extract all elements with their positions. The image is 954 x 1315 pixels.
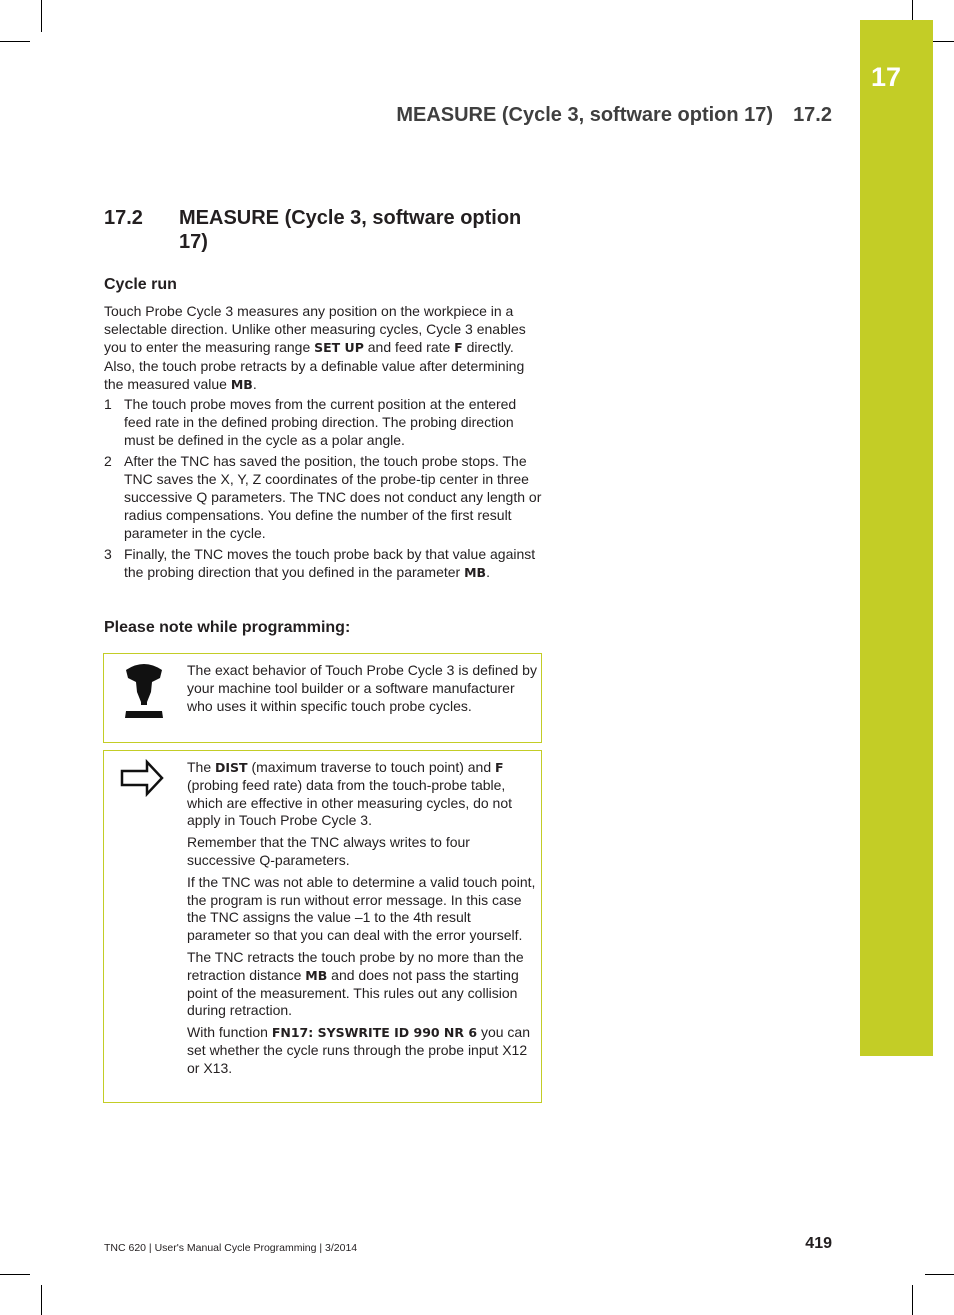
mb-param: MB <box>305 967 328 983</box>
crop-mark <box>912 1285 913 1315</box>
intro-feed-param: F <box>454 340 463 355</box>
dist-param: DIST <box>215 760 248 775</box>
note-paragraph: Remember that the TNC always writes to four successive Q-parameters. <box>187 834 470 868</box>
icon-column <box>104 654 186 742</box>
step-number: 2 <box>104 453 112 470</box>
section-number: 17.2 <box>104 207 143 229</box>
note-text: you can set whether the cycle runs through the probe input X12 or X13. <box>187 1024 531 1076</box>
note-text: The TNC retracts the touch probe by no more than the retraction distance <box>187 948 524 983</box>
footer-text: TNC 620 | User's Manual Cycle Programming | 3/2014 <box>104 1242 358 1254</box>
intro-text: directly. Also, the touch probe retracts by a definable value after determining the measured value <box>104 339 525 392</box>
step-number: 1 <box>104 396 112 412</box>
step-text: The touch probe moves from the current position at the entered feed rate in the defined probing direction. The probing direction must be defined in the cycle as a polar angle. <box>124 396 517 448</box>
note-text: (probing feed rate) data from the touch-probe table, which are effective in other measuring cycles, do not apply in Touch Probe Cycle 3. <box>187 776 513 829</box>
note-text: The <box>187 759 216 775</box>
section-title: MEASURE (Cycle 3, software option 17) <box>179 207 522 253</box>
machine-note-box <box>103 653 542 743</box>
intro-mb-param: MB <box>230 377 253 392</box>
crop-mark <box>0 1274 30 1275</box>
note-text: and does not pass the starting point of the measurement. This rules out any collision during retraction. <box>187 966 519 1019</box>
note-paragraph: If the TNC was not able to determine a valid touch point, the program is run without error message. In this case the TNC assigns the value –1 to the 4th result parameter so that you can deal with the error yourself. <box>187 873 536 944</box>
arrow-right-icon <box>104 751 186 811</box>
note-text: The exact behavior of Touch Probe Cycle 3 is defined by your machine tool builder or a software manufacturer who uses it within specific touch probe cycles. <box>187 662 537 714</box>
feed-param: F <box>495 760 504 775</box>
step-text: After the TNC has saved the position, the touch probe stops. The TNC saves the X, Y, Z coordinates of the probe-tip center in three successive Q parameters. The TNC does not conduct any length or radius compensations. You define the number of the first result parameter in the cycle. <box>124 453 542 541</box>
note-body <box>187 759 537 1082</box>
step-mb-param: MB <box>464 565 487 581</box>
notes-heading: Please note while programming: <box>104 619 351 636</box>
running-head-title: MEASURE (Cycle 3, software option 17) <box>396 104 774 126</box>
intro-text: Touch Probe Cycle 3 measures any position on the workpiece in a selectable direction. Unlike other measuring cycles, Cycle 3 enables you to enter the measuring range <box>104 303 526 355</box>
icon-column <box>104 751 186 1102</box>
intro-text: . <box>252 376 257 392</box>
intro-text: and feed rate <box>363 339 455 355</box>
step-text: . <box>486 564 490 581</box>
machine-dependent-icon <box>104 654 186 742</box>
cycle-run-intro <box>104 302 544 394</box>
page-number: 419 <box>805 1235 832 1252</box>
crop-mark <box>0 41 30 42</box>
note-text: With function <box>187 1024 272 1041</box>
intro-setup-param: SET UP <box>314 340 364 355</box>
step-number: 3 <box>104 546 112 563</box>
chapter-number: 17 <box>870 62 902 92</box>
crop-mark <box>925 1274 954 1275</box>
running-head <box>200 104 832 127</box>
running-head-number: 17.2 <box>793 104 832 126</box>
crop-mark <box>912 0 913 22</box>
syswrite-function: FN17: SYSWRITE ID 990 NR 6 <box>271 1025 478 1041</box>
crop-mark <box>41 1285 42 1315</box>
crop-mark <box>41 0 42 32</box>
note-paragraph <box>187 759 537 830</box>
note-body <box>187 662 537 719</box>
programming-note-box <box>103 750 542 1103</box>
list-item <box>104 453 544 542</box>
list-item <box>104 396 544 449</box>
note-text: (maximum traverse to touch point) and <box>247 759 496 775</box>
cycle-run-heading: Cycle run <box>104 276 177 293</box>
cycle-run-steps <box>104 396 544 586</box>
note-paragraph <box>187 949 537 1020</box>
note-paragraph <box>187 1024 537 1077</box>
chapter-tab <box>860 20 933 1056</box>
step-text: Finally, the TNC moves the touch probe back by that value against the probing direction that you defined in the parameter <box>124 546 536 581</box>
list-item <box>104 546 544 582</box>
